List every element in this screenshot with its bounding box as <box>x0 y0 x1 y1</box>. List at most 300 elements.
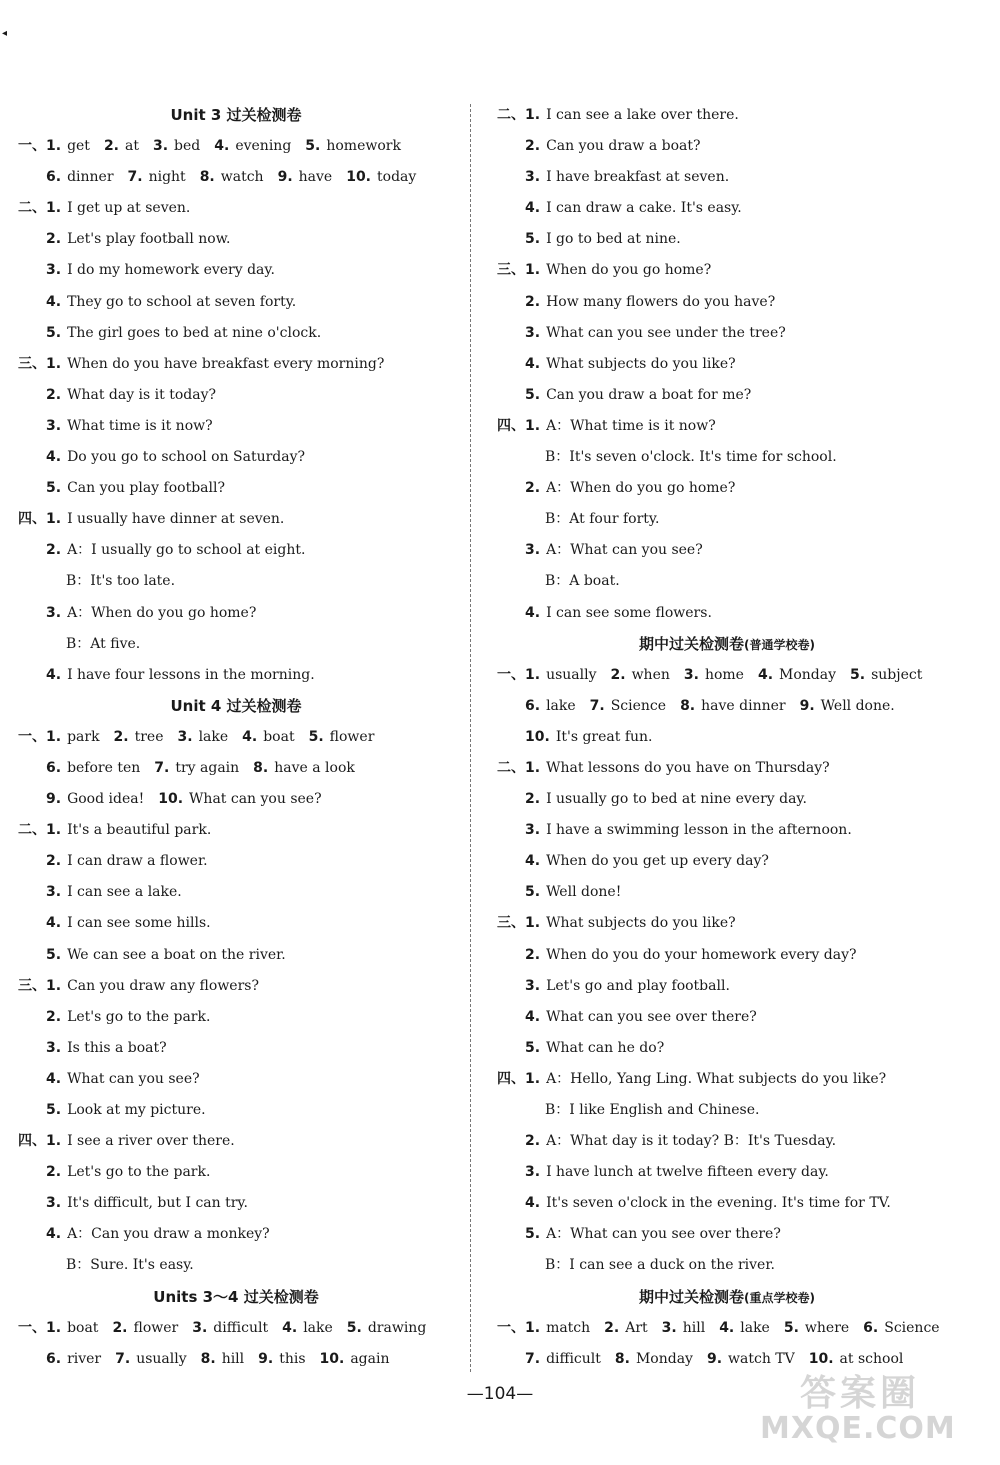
item-answer: again <box>350 1350 390 1367</box>
answer-continuation <box>497 1095 957 1126</box>
item-number: 4. <box>46 915 62 932</box>
answer-item <box>114 722 164 753</box>
item-number: 3. <box>46 1195 62 1212</box>
item-number: 8. <box>199 169 215 186</box>
item-answer: usually <box>136 1350 187 1367</box>
item-number: 2. <box>113 728 129 745</box>
item-answer: What can you see over there? <box>546 1008 757 1025</box>
item-answer: How many flowers do you have? <box>546 293 776 310</box>
answer-line <box>497 1064 957 1095</box>
item-number: 3. <box>46 604 62 621</box>
answer-line <box>497 1219 957 1250</box>
item-answer: I can see some hills. <box>67 915 211 932</box>
answer-line <box>497 1188 957 1219</box>
section-number: 二、 <box>497 107 525 123</box>
item-answer: What day is it today? <box>67 386 217 403</box>
item-number: 2. <box>46 853 62 870</box>
section-number: 一、 <box>18 728 46 745</box>
answer-item <box>604 1313 648 1344</box>
item-number: 3. <box>683 666 699 683</box>
item-number: 3. <box>177 728 193 745</box>
answer-line <box>18 815 454 846</box>
item-number: 4. <box>525 1195 541 1212</box>
answer-row <box>18 722 454 753</box>
item-answer: Art <box>625 1319 648 1336</box>
heading-title: Units 3～4 过关检测卷 <box>153 1287 319 1306</box>
item-answer: What subjects do you like? <box>546 355 736 372</box>
item-number: 5. <box>346 1319 362 1336</box>
item-number: 1. <box>525 107 541 123</box>
item-answer: before ten <box>67 759 141 776</box>
item-answer: tree <box>134 728 164 745</box>
item-number: 5. <box>308 728 324 745</box>
item-answer: I do my homework every day. <box>67 262 275 279</box>
section-number: 一、 <box>18 138 46 155</box>
item-answer: B：I can see a duck on the river. <box>545 1257 775 1274</box>
item-answer: Good idea! <box>67 791 145 808</box>
item-answer: It's seven o'clock in the evening. It's time for TV. <box>546 1195 891 1212</box>
answer-item <box>684 660 744 691</box>
item-number: 1. <box>46 822 62 839</box>
answer-line <box>497 846 957 877</box>
answer-item <box>253 753 355 784</box>
item-number: 6. <box>525 697 541 714</box>
item-answer: usually <box>546 666 597 683</box>
item-answer: difficult <box>213 1319 269 1336</box>
answer-item <box>346 162 416 193</box>
answer-item <box>46 722 100 753</box>
item-answer: boat <box>67 1319 99 1336</box>
section-number: 四、 <box>497 1070 525 1087</box>
answer-item <box>615 1344 693 1375</box>
section-heading <box>497 1282 957 1313</box>
item-number: 1. <box>525 915 541 932</box>
answer-item <box>115 1344 187 1375</box>
answer-line <box>18 1219 454 1250</box>
item-answer: I usually go to bed at nine every day. <box>546 791 807 808</box>
item-answer: homework <box>326 138 401 155</box>
item-answer: When do you go home? <box>546 262 712 279</box>
answer-item <box>242 722 294 753</box>
answer-row <box>18 1344 454 1375</box>
item-number: 4. <box>214 138 230 155</box>
item-answer: Is this a boat? <box>67 1039 167 1056</box>
answer-line <box>18 504 454 535</box>
item-number: 5. <box>46 480 62 497</box>
item-answer: hill <box>221 1350 245 1367</box>
answer-line <box>18 1188 454 1219</box>
item-number: 10. <box>346 169 372 186</box>
answer-line <box>18 224 454 255</box>
answer-continuation <box>497 504 957 535</box>
item-number: 5. <box>46 324 62 341</box>
item-number: 4. <box>525 355 541 372</box>
item-answer: B：I like English and Chinese. <box>545 1102 760 1118</box>
answer-item <box>200 162 264 193</box>
item-number: 2. <box>112 1319 128 1336</box>
item-number: 9. <box>799 697 815 714</box>
answer-item <box>46 753 140 784</box>
answer-row <box>18 753 454 784</box>
item-number: 2. <box>103 138 119 155</box>
item-number: 1. <box>46 511 62 528</box>
item-number: 6. <box>46 1350 62 1367</box>
answer-line <box>497 753 957 784</box>
item-answer: A：What can you see over there? <box>546 1226 781 1243</box>
item-number: 3. <box>192 1319 208 1336</box>
item-number: 9. <box>258 1350 274 1367</box>
answer-item <box>46 1313 98 1344</box>
section-number: 三、 <box>497 262 525 279</box>
item-answer: Can you draw a boat? <box>546 138 701 155</box>
item-number: 1. <box>46 200 62 217</box>
item-answer: What can you see? <box>189 791 322 808</box>
item-answer: hill <box>682 1319 706 1336</box>
item-answer: bed <box>174 138 201 155</box>
item-answer: It's difficult, but I can try. <box>67 1195 248 1212</box>
item-answer: difficult <box>546 1350 601 1367</box>
item-number: 2. <box>46 386 62 403</box>
item-answer: boat <box>263 728 295 745</box>
item-answer: I have a swimming lesson in the afternoon. <box>546 822 852 839</box>
item-number: 3. <box>46 884 62 901</box>
watermark-url: MXQE.COM <box>760 1411 956 1446</box>
item-number: 1. <box>46 355 62 372</box>
answer-item <box>305 131 401 162</box>
item-number: 1. <box>46 1319 62 1336</box>
answer-line <box>18 535 454 566</box>
item-number: 7. <box>115 1350 131 1367</box>
page-number: —104— <box>466 1384 534 1404</box>
item-number: 10. <box>319 1350 345 1367</box>
item-number: 4. <box>525 604 541 621</box>
item-answer: Monday <box>635 1350 693 1367</box>
item-number: 4. <box>46 449 62 466</box>
answer-item <box>104 131 139 162</box>
answer-item <box>525 1313 590 1344</box>
answer-item <box>525 691 576 722</box>
item-number: 7. <box>525 1350 541 1367</box>
item-answer: What can you see? <box>67 1070 200 1087</box>
item-answer: watch TV <box>728 1350 795 1367</box>
item-answer: What time is it now? <box>67 417 213 434</box>
section-number: 四、 <box>18 511 46 528</box>
answer-item <box>258 1344 305 1375</box>
item-number: 1. <box>46 977 62 994</box>
item-answer: have <box>298 169 333 186</box>
item-answer: B：It's too late. <box>66 573 176 590</box>
section-number: 二、 <box>497 759 525 776</box>
item-answer: I usually have dinner at seven. <box>67 511 285 528</box>
item-answer: I have lunch at twelve fifteen every day. <box>546 1164 829 1181</box>
item-answer: I can see a lake over there. <box>546 107 739 123</box>
item-number: 3. <box>525 977 541 994</box>
section-number: 一、 <box>18 1319 46 1336</box>
item-answer: dinner <box>67 169 114 186</box>
answer-item <box>662 1313 706 1344</box>
answer-row <box>18 1313 454 1344</box>
answer-row <box>497 722 957 753</box>
item-answer: I have breakfast at seven. <box>546 169 730 186</box>
item-number: 2. <box>46 1008 62 1025</box>
item-answer: Look at my picture. <box>67 1102 206 1118</box>
item-number: 7. <box>589 697 605 714</box>
item-answer: where <box>804 1319 850 1336</box>
answer-line <box>497 349 957 380</box>
item-number: 5. <box>525 1226 541 1243</box>
answer-line <box>18 877 454 908</box>
item-answer: when <box>631 666 670 683</box>
item-number: 2. <box>525 791 541 808</box>
answer-line <box>18 287 454 318</box>
item-number: 4. <box>525 853 541 870</box>
section-heading <box>18 100 454 131</box>
item-number: 1. <box>525 1319 541 1336</box>
item-number: 3. <box>152 138 169 155</box>
watermark <box>760 1365 980 1455</box>
item-number: 3. <box>46 262 62 279</box>
answer-item <box>278 162 333 193</box>
item-number: 1. <box>525 262 541 279</box>
item-answer: night <box>148 169 186 186</box>
answer-item <box>525 722 652 753</box>
item-number: 3. <box>46 1039 62 1056</box>
item-number: 3. <box>46 417 62 434</box>
answer-line <box>18 1095 454 1126</box>
answer-continuation <box>18 629 454 660</box>
item-number: 9. <box>706 1350 723 1367</box>
item-answer: try again <box>175 759 240 776</box>
answer-continuation <box>18 1250 454 1281</box>
answer-item <box>784 1313 849 1344</box>
answer-line <box>18 473 454 504</box>
answer-item <box>320 1344 390 1375</box>
item-number: 3. <box>525 542 541 559</box>
item-number: 8. <box>200 1350 216 1367</box>
answer-line <box>18 1064 454 1095</box>
item-answer: flower <box>329 728 375 745</box>
answer-line <box>497 162 957 193</box>
item-number: 8. <box>680 697 696 714</box>
item-number: 10. <box>158 791 184 808</box>
answer-row <box>497 660 957 691</box>
item-number: 9. <box>46 791 62 808</box>
item-answer: lake <box>198 728 229 745</box>
item-answer: river <box>67 1350 102 1367</box>
item-answer: When do you do your homework every day? <box>546 946 857 963</box>
answer-line <box>497 131 957 162</box>
item-answer: When do you have breakfast every morning? <box>67 355 385 372</box>
heading-title: Unit 4 过关检测卷 <box>170 696 302 715</box>
answer-continuation <box>18 566 454 597</box>
section-heading <box>18 1282 454 1313</box>
answer-line <box>497 255 957 286</box>
answer-line <box>497 224 957 255</box>
item-answer: What can he do? <box>546 1039 665 1056</box>
answer-row <box>18 784 454 815</box>
item-number: 4. <box>46 1070 62 1087</box>
item-number: 4. <box>719 1319 735 1336</box>
item-number: 2. <box>46 542 62 559</box>
section-number: 三、 <box>497 915 525 932</box>
item-answer: B：Sure. It's easy. <box>66 1257 194 1274</box>
item-answer: have a look <box>274 759 355 776</box>
item-number: 10. <box>808 1350 834 1367</box>
answer-item <box>46 162 114 193</box>
item-number: 1. <box>46 138 62 155</box>
item-number: 5. <box>525 884 541 901</box>
item-answer: Well done! <box>546 884 622 901</box>
answer-item <box>192 1313 268 1344</box>
answer-row <box>18 162 454 193</box>
item-answer: They go to school at seven forty. <box>67 293 297 310</box>
answer-item <box>347 1313 427 1344</box>
item-answer: Can you draw a boat for me? <box>546 386 752 403</box>
item-answer: A：Can you draw a monkey? <box>67 1226 270 1243</box>
item-answer: B：At five. <box>66 635 141 652</box>
item-number: 2. <box>604 1319 620 1336</box>
item-answer: park <box>67 728 100 745</box>
item-number: 2. <box>525 480 541 497</box>
answer-item <box>153 131 200 162</box>
item-answer: Well done. <box>820 697 895 714</box>
item-answer: subject <box>871 666 923 683</box>
answer-line <box>497 1157 957 1188</box>
item-number: 5. <box>305 138 321 155</box>
item-answer: Do you go to school on Saturday? <box>67 449 306 466</box>
item-number: 5. <box>46 1102 62 1118</box>
answer-item <box>525 1344 601 1375</box>
heading-title: Unit 3 过关检测卷 <box>170 106 302 124</box>
answer-item <box>46 784 144 815</box>
item-number: 3. <box>525 324 541 341</box>
item-answer: I get up at seven. <box>67 200 191 217</box>
item-answer: Can you play football? <box>67 480 225 497</box>
answer-line <box>497 877 957 908</box>
item-answer: It's a beautiful park. <box>67 822 212 839</box>
right-column <box>497 100 957 1375</box>
heading-title: 期中过关检测卷 <box>639 634 745 653</box>
item-answer: Let's go to the park. <box>67 1008 211 1025</box>
item-number: 4. <box>525 1008 541 1025</box>
answer-line <box>497 908 957 939</box>
item-number: 4. <box>282 1319 298 1336</box>
heading-subtitle: (重点学校卷) <box>744 1290 815 1305</box>
item-answer: watch <box>220 169 264 186</box>
item-number: 4. <box>46 293 62 310</box>
item-number: 2. <box>525 1133 541 1150</box>
item-number: 5. <box>525 1039 541 1056</box>
item-answer: Monday <box>779 666 837 683</box>
answer-continuation <box>497 1250 957 1281</box>
item-answer: evening <box>235 138 292 155</box>
item-answer: Can you draw any flowers? <box>67 977 259 994</box>
item-number: 4. <box>46 666 62 683</box>
answer-line <box>497 318 957 349</box>
item-answer: lake <box>546 697 576 714</box>
answer-line <box>497 815 957 846</box>
item-number: 3. <box>525 169 541 186</box>
answer-item <box>611 660 670 691</box>
item-number: 2. <box>525 138 541 155</box>
item-number: 5. <box>850 666 866 683</box>
answer-item <box>178 722 229 753</box>
answer-line <box>18 1002 454 1033</box>
section-number: 一、 <box>497 666 525 683</box>
item-number: 2. <box>46 1164 62 1181</box>
watermark-logo-text: 答案圈 <box>800 1373 921 1414</box>
answer-line <box>18 598 454 629</box>
item-answer: match <box>546 1319 591 1336</box>
corner-mark: ◂ <box>2 28 8 39</box>
item-number: 4. <box>46 1226 62 1243</box>
item-answer: I can draw a cake. It's easy. <box>546 200 742 217</box>
item-answer: have dinner <box>701 697 786 714</box>
item-number: 7. <box>154 759 170 776</box>
answer-line <box>497 1033 957 1064</box>
answer-item <box>525 660 597 691</box>
answer-item <box>282 1313 333 1344</box>
item-number: 9. <box>277 169 293 186</box>
item-number: 8. <box>614 1350 630 1367</box>
item-answer: It's great fun. <box>555 728 653 745</box>
item-number: 1. <box>46 1133 62 1150</box>
section-heading <box>497 629 957 660</box>
item-number: 1. <box>525 417 541 434</box>
item-answer: We can see a boat on the river. <box>67 946 286 963</box>
item-answer: drawing <box>367 1319 427 1336</box>
answer-line <box>18 971 454 1002</box>
item-answer: Let's play football now. <box>67 231 231 248</box>
answer-item <box>214 131 291 162</box>
item-answer: B：It's seven o'clock. It's time for school. <box>545 449 837 466</box>
item-answer: I have four lessons in the morning. <box>67 666 315 683</box>
item-number: 2. <box>46 231 62 248</box>
item-answer: lake <box>740 1319 770 1336</box>
answer-line <box>18 940 454 971</box>
item-answer: today <box>377 169 417 186</box>
item-answer: get <box>67 138 90 155</box>
item-answer: A：Hello, Yang Ling. What subjects do you like? <box>546 1070 887 1087</box>
item-answer: I can see some flowers. <box>546 604 712 621</box>
answer-continuation <box>497 442 957 473</box>
item-answer: Let's go and play football. <box>546 977 730 994</box>
item-number: 1. <box>525 1070 541 1087</box>
answer-row <box>497 1313 957 1344</box>
item-answer: Science <box>610 697 667 714</box>
answer-item <box>46 131 90 162</box>
left-column <box>18 100 454 1375</box>
answer-item <box>863 1313 939 1344</box>
answer-line <box>18 442 454 473</box>
answer-item <box>680 691 786 722</box>
answer-line <box>18 255 454 286</box>
item-number: 7. <box>127 169 143 186</box>
answer-line <box>497 940 957 971</box>
answer-item <box>758 660 836 691</box>
answer-item <box>590 691 666 722</box>
answer-row <box>18 131 454 162</box>
item-number: 4. <box>757 666 774 683</box>
item-answer: I can draw a flower. <box>67 853 208 870</box>
section-number: 二、 <box>18 200 46 217</box>
answer-continuation <box>497 566 957 597</box>
answer-item <box>309 722 375 753</box>
answer-line <box>18 349 454 380</box>
item-answer: A：When do you go home? <box>546 480 736 497</box>
item-answer: What lessons do you have on Thursday? <box>546 759 830 776</box>
item-answer: The girl goes to bed at nine o'clock. <box>67 324 322 341</box>
